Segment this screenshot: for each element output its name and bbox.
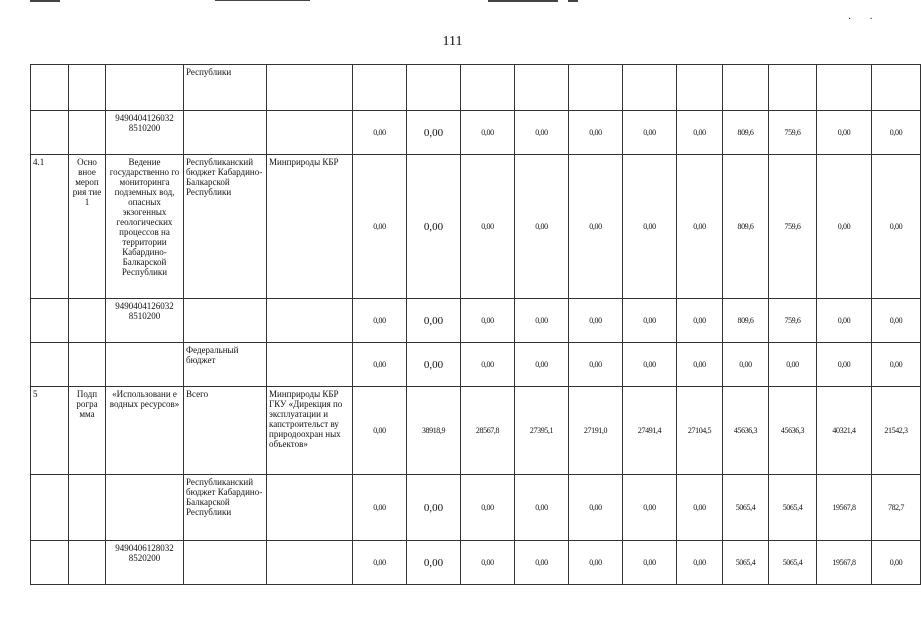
row-status-cell bbox=[69, 111, 106, 155]
row-source-cell: Республиканский бюджет Кабардино-Балкарской Республики bbox=[184, 475, 267, 541]
value-cell: 0,00 bbox=[515, 111, 569, 155]
value-cell: 21542,3 bbox=[872, 387, 921, 475]
row-status-cell: Подп рогра мма bbox=[69, 387, 106, 475]
value-cell: 0,00 bbox=[872, 155, 921, 299]
value-cell bbox=[515, 65, 569, 111]
value-cell: 0,00 bbox=[817, 343, 872, 387]
row-status-cell bbox=[69, 541, 106, 585]
value-cell: 0,00 bbox=[817, 155, 872, 299]
table-row bbox=[31, 343, 921, 387]
row-number-cell bbox=[31, 65, 69, 111]
value-cell: 0,00 bbox=[461, 155, 515, 299]
value-cell bbox=[569, 65, 623, 111]
value-cell: 0,00 bbox=[872, 541, 921, 585]
value-cell: 0,00 bbox=[623, 475, 677, 541]
value-cell: 0,00 bbox=[407, 111, 461, 155]
value-cell: 0,00 bbox=[515, 475, 569, 541]
value-cell: 0,00 bbox=[407, 155, 461, 299]
value-cell bbox=[461, 65, 515, 111]
value-cell: 0,00 bbox=[623, 299, 677, 343]
value-cell: 0,00 bbox=[461, 299, 515, 343]
value-cell bbox=[769, 65, 817, 111]
value-cell: 27395,1 bbox=[515, 387, 569, 475]
row-executor-cell bbox=[267, 111, 353, 155]
value-cell: 5065,4 bbox=[769, 475, 817, 541]
value-cell: 5065,4 bbox=[769, 541, 817, 585]
row-executor-cell: Минприроды КБР bbox=[267, 155, 353, 299]
row-source-cell: Федеральный бюджет bbox=[184, 343, 267, 387]
value-cell: 19567,8 bbox=[817, 475, 872, 541]
value-cell: 0,00 bbox=[872, 299, 921, 343]
row-executor-cell: Минприроды КБР ГКУ «Дирекция по эксплуатации и капстроительст ву природоохран ных объектов» bbox=[267, 387, 353, 475]
value-cell: 5065,4 bbox=[723, 475, 769, 541]
row-number-cell: 4.1 bbox=[31, 155, 69, 299]
value-cell: 0,00 bbox=[677, 475, 723, 541]
value-cell: 0,00 bbox=[353, 111, 407, 155]
row-name-cell bbox=[106, 343, 184, 387]
value-cell: 0,00 bbox=[407, 299, 461, 343]
value-cell: 40321,4 bbox=[817, 387, 872, 475]
value-cell: 0,00 bbox=[461, 475, 515, 541]
value-cell: 759,6 bbox=[769, 155, 817, 299]
value-cell: 27491,4 bbox=[623, 387, 677, 475]
value-cell: 0,00 bbox=[569, 155, 623, 299]
row-name-cell: 9490404126032 8510200 bbox=[106, 299, 184, 343]
scan-marks: ·· bbox=[848, 14, 891, 25]
row-executor-cell bbox=[267, 299, 353, 343]
value-cell: 809,6 bbox=[723, 111, 769, 155]
value-cell: 759,6 bbox=[769, 299, 817, 343]
value-cell: 0,00 bbox=[569, 541, 623, 585]
value-cell: 0,00 bbox=[723, 343, 769, 387]
row-name-cell: 9490406128032 8520200 bbox=[106, 541, 184, 585]
row-status-cell: Осно вное мероп рия тие 1 bbox=[69, 155, 106, 299]
value-cell: 28567,8 bbox=[461, 387, 515, 475]
value-cell: 0,00 bbox=[569, 343, 623, 387]
value-cell: 0,00 bbox=[407, 343, 461, 387]
value-cell bbox=[817, 65, 872, 111]
row-status-cell bbox=[69, 475, 106, 541]
budget-table-wrap bbox=[30, 64, 908, 585]
table-row bbox=[31, 475, 921, 541]
value-cell: 0,00 bbox=[569, 111, 623, 155]
row-source-cell bbox=[184, 111, 267, 155]
value-cell: 45636,3 bbox=[723, 387, 769, 475]
value-cell: 0,00 bbox=[353, 155, 407, 299]
value-cell: 0,00 bbox=[353, 387, 407, 475]
row-number-cell bbox=[31, 343, 69, 387]
row-number-cell: 5 bbox=[31, 387, 69, 475]
value-cell: 0,00 bbox=[569, 299, 623, 343]
row-source-cell: Всего bbox=[184, 387, 267, 475]
value-cell: 782,7 bbox=[872, 475, 921, 541]
value-cell: 0,00 bbox=[407, 475, 461, 541]
table-body bbox=[31, 65, 921, 585]
value-cell: 0,00 bbox=[677, 111, 723, 155]
page-number: 111 bbox=[442, 34, 463, 49]
row-source-cell: Республики bbox=[184, 65, 267, 111]
value-cell bbox=[723, 65, 769, 111]
value-cell: 0,00 bbox=[677, 155, 723, 299]
row-executor-cell bbox=[267, 343, 353, 387]
value-cell: 5065,4 bbox=[723, 541, 769, 585]
value-cell: 0,00 bbox=[677, 299, 723, 343]
value-cell: 0,00 bbox=[623, 343, 677, 387]
row-name-cell bbox=[106, 475, 184, 541]
row-number-cell bbox=[31, 299, 69, 343]
top-edge-line-right bbox=[488, 0, 558, 2]
value-cell: 45636,3 bbox=[769, 387, 817, 475]
value-cell bbox=[353, 65, 407, 111]
value-cell: 0,00 bbox=[461, 541, 515, 585]
row-name-cell: Ведение государственно го мониторинга подземных вод, опасных экзогенных геологических процессов на территории Кабардино-Балкарской Республики bbox=[106, 155, 184, 299]
value-cell: 19567,8 bbox=[817, 541, 872, 585]
value-cell: 0,00 bbox=[461, 343, 515, 387]
row-name-cell bbox=[106, 65, 184, 111]
row-name-cell: «Использовани е водных ресурсов» bbox=[106, 387, 184, 475]
value-cell: 809,6 bbox=[723, 299, 769, 343]
row-executor-cell bbox=[267, 475, 353, 541]
table-row bbox=[31, 65, 921, 111]
value-cell: 809,6 bbox=[723, 155, 769, 299]
budget-table bbox=[30, 64, 921, 585]
value-cell: 759,6 bbox=[769, 111, 817, 155]
value-cell bbox=[677, 65, 723, 111]
row-executor-cell bbox=[267, 541, 353, 585]
value-cell: 0,00 bbox=[623, 155, 677, 299]
value-cell bbox=[623, 65, 677, 111]
row-status-cell bbox=[69, 65, 106, 111]
value-cell: 0,00 bbox=[623, 111, 677, 155]
row-status-cell bbox=[69, 343, 106, 387]
value-cell: 0,00 bbox=[515, 541, 569, 585]
table-row bbox=[31, 111, 921, 155]
top-edge-line-right2 bbox=[568, 0, 578, 2]
value-cell: 0,00 bbox=[353, 541, 407, 585]
value-cell: 0,00 bbox=[461, 111, 515, 155]
value-cell: 0,00 bbox=[677, 541, 723, 585]
value-cell: 0,00 bbox=[515, 299, 569, 343]
value-cell: 0,00 bbox=[569, 475, 623, 541]
value-cell: 0,00 bbox=[407, 541, 461, 585]
table-row bbox=[31, 541, 921, 585]
top-edge-line-mid bbox=[215, 0, 310, 1]
row-source-cell: Республиканский бюджет Кабардино-Балкарской Республики bbox=[184, 155, 267, 299]
value-cell: 0,00 bbox=[872, 111, 921, 155]
value-cell: 0,00 bbox=[677, 343, 723, 387]
value-cell: 0,00 bbox=[769, 343, 817, 387]
value-cell: 0,00 bbox=[817, 299, 872, 343]
value-cell: 0,00 bbox=[515, 343, 569, 387]
value-cell: 38918,9 bbox=[407, 387, 461, 475]
value-cell bbox=[872, 65, 921, 111]
value-cell: 0,00 bbox=[515, 155, 569, 299]
row-status-cell bbox=[69, 299, 106, 343]
value-cell bbox=[407, 65, 461, 111]
value-cell: 0,00 bbox=[353, 475, 407, 541]
row-executor-cell bbox=[267, 65, 353, 111]
value-cell: 27191,0 bbox=[569, 387, 623, 475]
row-source-cell bbox=[184, 541, 267, 585]
table-row bbox=[31, 155, 921, 299]
value-cell: 27104,5 bbox=[677, 387, 723, 475]
row-number-cell bbox=[31, 111, 69, 155]
table-row bbox=[31, 299, 921, 343]
table-row bbox=[31, 387, 921, 475]
top-edge-line-left bbox=[30, 0, 60, 2]
row-source-cell bbox=[184, 299, 267, 343]
value-cell: 0,00 bbox=[623, 541, 677, 585]
value-cell: 0,00 bbox=[353, 343, 407, 387]
value-cell: 0,00 bbox=[872, 343, 921, 387]
row-number-cell bbox=[31, 475, 69, 541]
value-cell: 0,00 bbox=[817, 111, 872, 155]
value-cell: 0,00 bbox=[353, 299, 407, 343]
row-number-cell bbox=[31, 541, 69, 585]
row-name-cell: 9490404126032 8510200 bbox=[106, 111, 184, 155]
